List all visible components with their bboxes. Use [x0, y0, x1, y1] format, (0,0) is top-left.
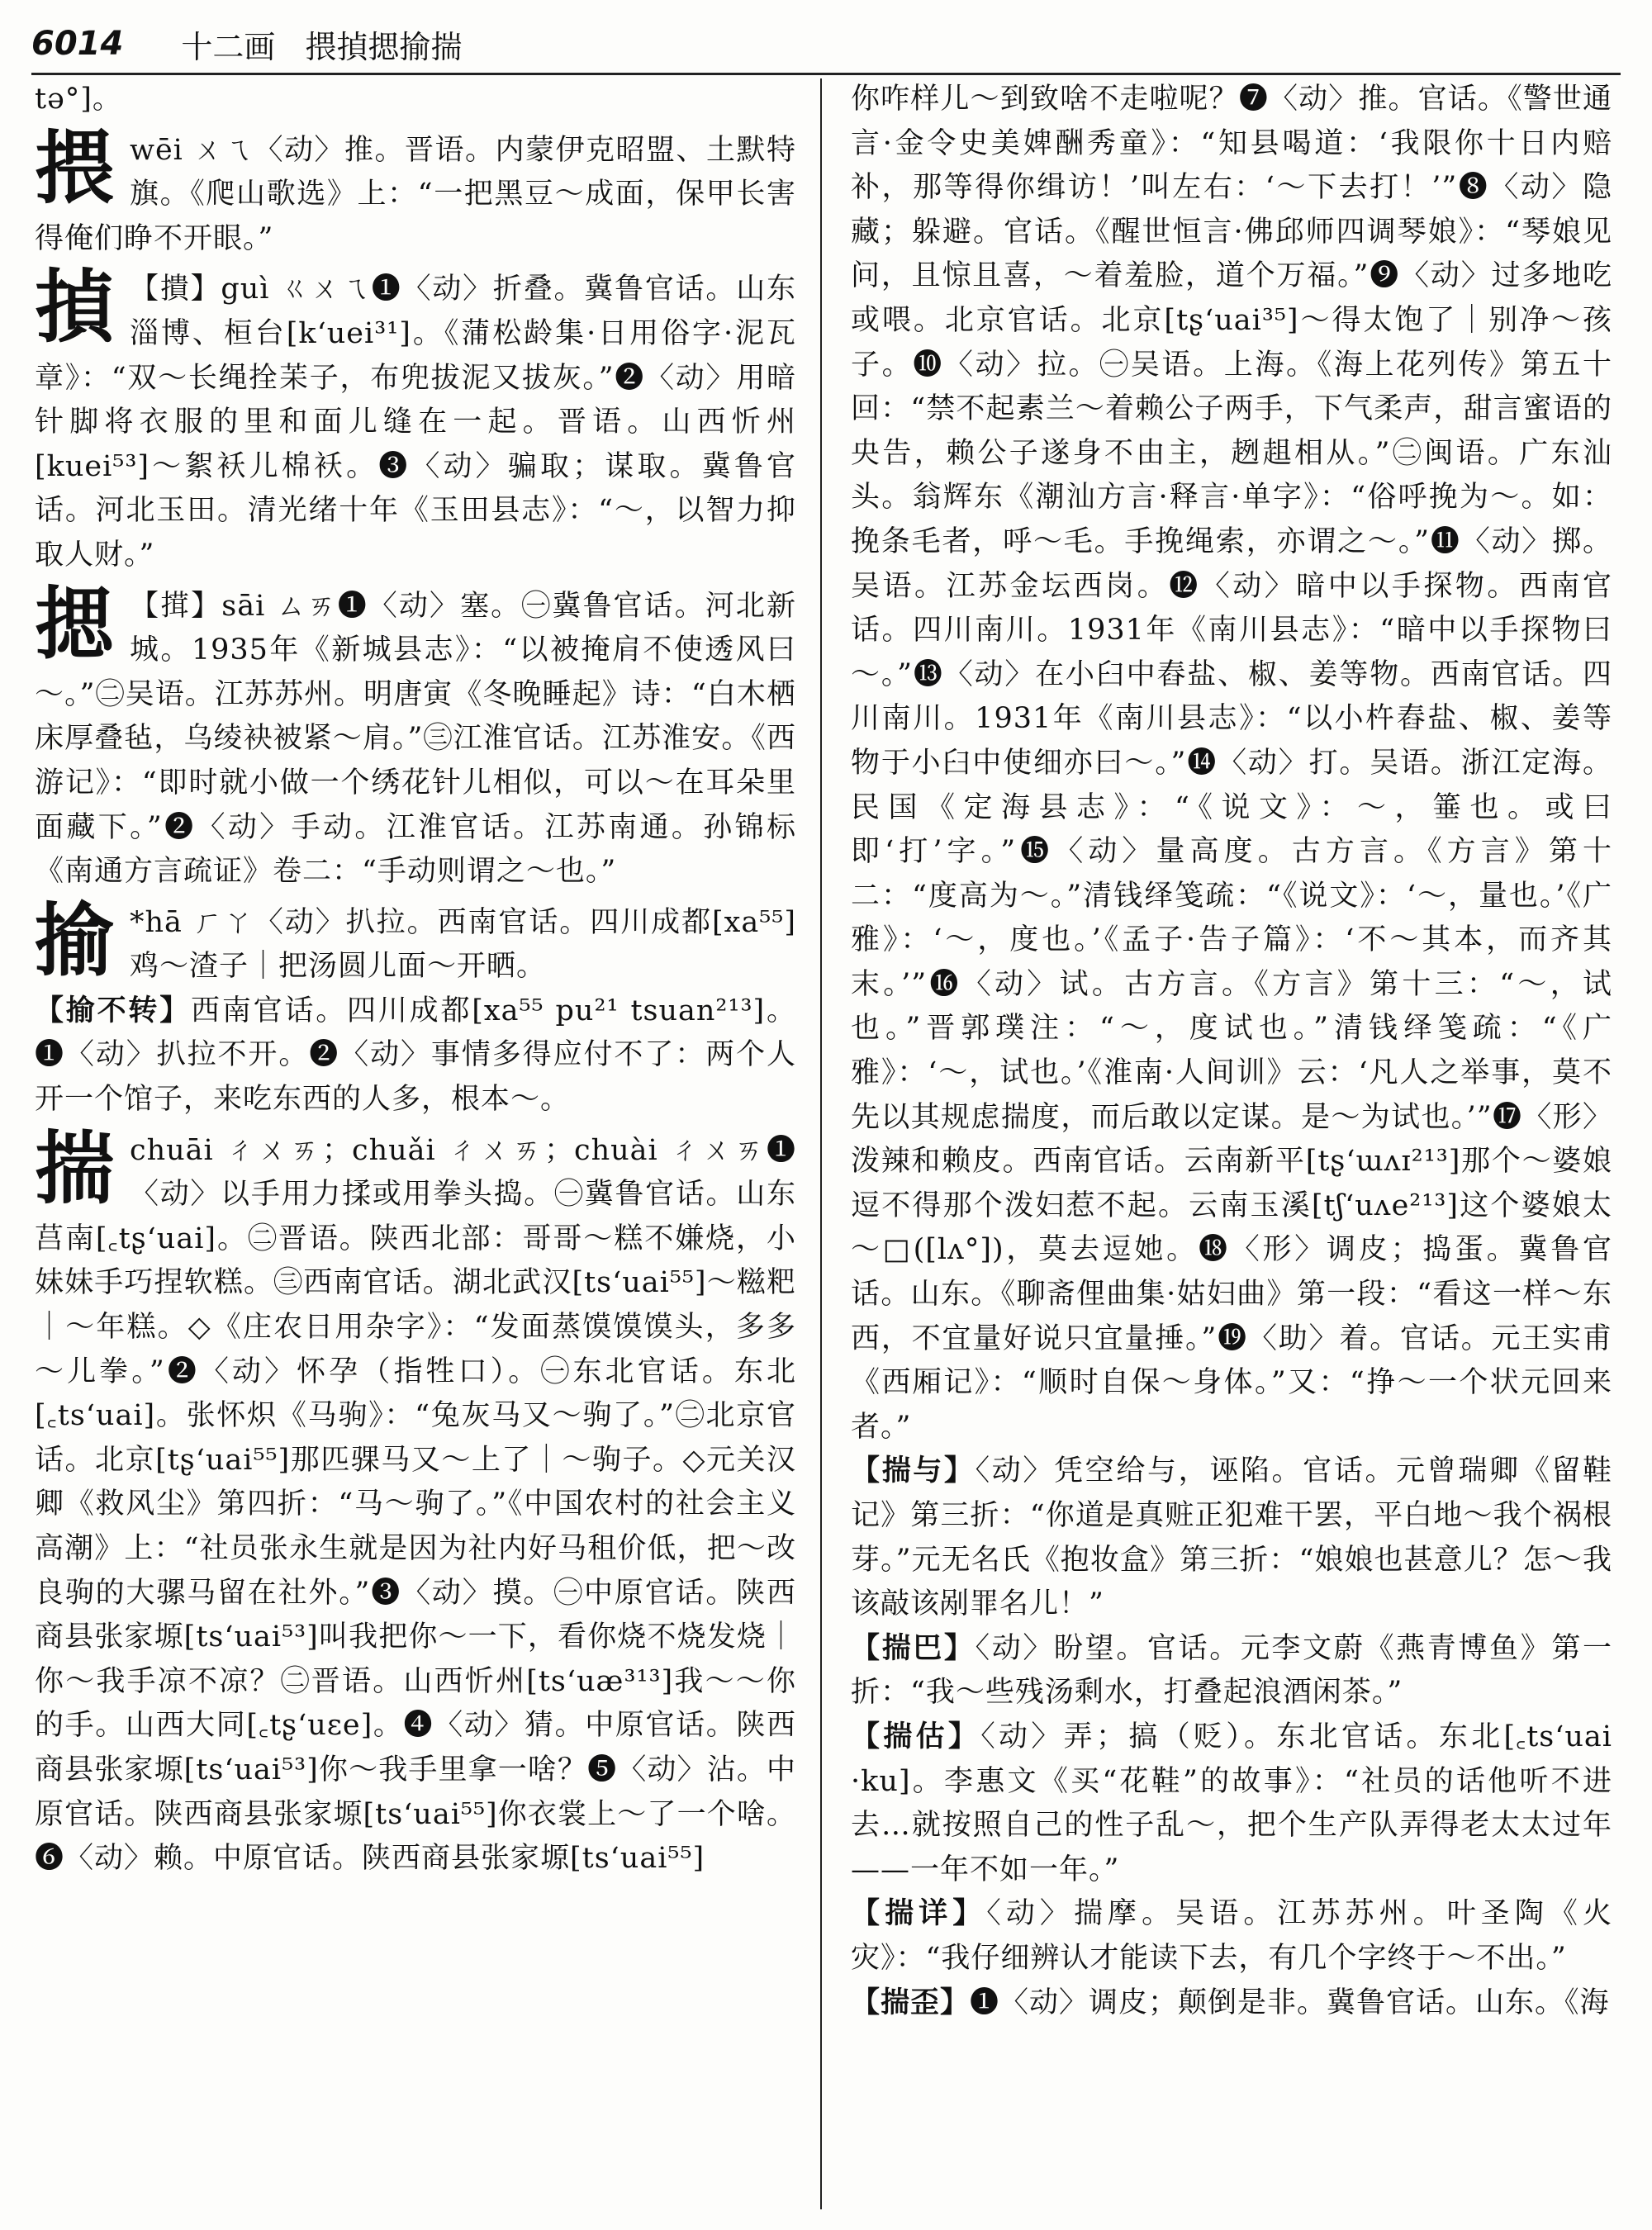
sub-entry: [851, 1892, 1612, 1981]
page-number: 6014: [31, 25, 124, 63]
carry-over-text: tə°]。: [35, 83, 122, 116]
sub-entry: [851, 1627, 1612, 1715]
dictionary-entry: [35, 1122, 796, 1881]
sub-entry: [35, 989, 796, 1122]
headword: 揌: [35, 577, 115, 671]
dictionary-entry: [35, 577, 796, 894]
left-column: [35, 78, 796, 1881]
dictionary-entry: [35, 261, 796, 577]
dictionary-entry: [35, 121, 796, 262]
sub-entry-head: 【揣与】: [851, 1454, 976, 1488]
page-header: [31, 15, 1617, 73]
right-column: [851, 78, 1612, 2025]
header-rule: [31, 73, 1621, 75]
sub-entry-head: 【揣巴】: [851, 1631, 976, 1665]
dictionary-entry: [35, 894, 796, 989]
column-divider: [820, 78, 822, 2209]
sub-entry: [851, 1715, 1612, 1892]
sub-entry-body: 〈动〉凭空给与，诬陷。官话。元曾瑞卿《留鞋记》第三折：“你道是真赃正犯难干罢，平白地～我个祸根芽。”元无名氏《抱妆盒》第三折：“娘娘也甚意儿？怎～我该敲该剐罪名儿！”: [851, 1454, 1612, 1621]
entry-body: chuāi ㄔㄨㄞ；chuǎi ㄔㄨㄞ；chuài ㄔㄨㄞ❶〈动〉以手用力揉或用拳头捣。㊀冀鲁官话。山东莒南[꜀tʂ‘uai]。㊁晋语。陕西北部：哥哥～糕不嫌烧，小妹妹手巧捏软糕。㊂西南官话。湖北武汉[ts‘uai⁵⁵]～糍粑｜～年糕。◇《庄农日用杂字》：“发面蒸馍馍馍头，多多～儿拳。”❷〈动〉怀孕（指牲口）。㊀东北官话。东北[꜀ts‘uai]。张怀炽《马驹》：“兔灰马又～驹了。”㊁北京官话。北京[tʂ‘uai⁵⁵]那匹骒马又～上了｜～驹子。◇元关汉卿《救风尘》第四折：“马～驹了。”《中国农村的社会主义高潮》上：“社员张永生就是因为社内好马租价低，把～改良驹的大骡马留在社外。”❸〈动〉摸。㊀中原官话。陕西商县张家塬[ts‘uai⁵³]叫我把你～一下，看你烧不烧发烧｜你～我手凉不凉？㊁晋语。山西忻州[ts‘uæ³¹³]我～～你的手。山西大同[꜀tʂ‘uεe]。❹〈动〉猜。中原官话。陕西商县张家塬[ts‘uai⁵³]你～我手里拿一啥？❺〈动〉沾。中原官话。陕西商县张家塬[ts‘uai⁵⁵]你衣裳上～了一个啥。❻〈动〉赖。中原官话。陕西商县张家塬[ts‘uai⁵⁵]: [35, 1133, 796, 1876]
sub-entry-body: 西南官话。四川成都[xa⁵⁵ pu²¹ tsuan²¹³]。❶〈动〉扒拉不开。❷〈动〉事情多得应付不了：两个人开一个馆子，来吃东西的人多，根本～。: [35, 994, 796, 1117]
sub-entry-head: 【揣详】: [851, 1897, 987, 1931]
sub-entry-body: 〈动〉揣摩。吴语。江苏苏州。叶圣陶《火灾》：“我仔细辨认才能读下去，有几个字终于～不出。”: [851, 1897, 1612, 1975]
sub-entry-head: 【揣歪】: [851, 1986, 971, 2019]
sub-entry: [851, 1450, 1612, 1626]
sub-entry-head: 【揄不转】: [35, 994, 192, 1027]
sub-entry-body: 〈动〉弄；搞（贬）。东北官话。东北[꜀ts‘uai ·ku]。李惠文《买“花鞋”的故事》：“社员的话他听不进去…就按照自己的性子乱～，把个生产队弄得老太太过年——一年不如一年。”: [851, 1720, 1612, 1886]
sub-entry-body: 〈动〉盼望。官话。元李文蔚《燕青博鱼》第一折：“我～些残汤剩水，打叠起浪酒闲茶。”: [851, 1631, 1612, 1710]
entry-body: 【撌】guì ㄍㄨㄟ❶〈动〉折叠。冀鲁官话。山东淄博、桓台[k‘uei³¹]。《蒲松龄集·日用俗字·泥瓦章》：“双～长绳拴苿子，布兜拔泥又拔灰。”❷〈动〉用暗针脚将衣服的里和面儿缝在一起。晋语。山西忻州[kuei⁵³]～絮袄儿棉袄。❸〈动〉骗取；谋取。冀鲁官话。河北玉田。清光绪十年《玉田县志》：“～，以智力抑取人财。”: [35, 273, 796, 572]
headword: 揄: [35, 894, 115, 987]
headword: 揁: [35, 261, 115, 354]
running-head-chars: 揋揁揌揄揣: [305, 28, 463, 65]
stroke-count-label: 十二画: [181, 28, 276, 65]
headword: 揋: [35, 121, 115, 215]
entry-continuation: 你咋样儿～到致啥不走啦呢？❼〈动〉推。官话。《警世通言·金令史美婢酬秀童》：“知县喝道：‘我限你十日内赔补，那等得你缉访！’叫左右：‘～下去打！’”❽〈动〉隐藏；躲避。官话。《醒世恒言·佛邱师四调琴娘》：“琴娘见问，且惊且喜，～着羞脸，道个万福。”❾〈动〉过多地吃或喂。北京官话。北京[tʂ‘uai³⁵]～得太饱了｜别净～孩子。❿〈动〉拉。㊀吴语。上海。《海上花列传》第五十回：“禁不起素兰～着赖公子两手，下气柔声，甜言蜜语的央告，赖公子遂身不由主，趔趄相从。”㊁闽语。广东汕头。翁辉东《潮汕方言·释言·单字》：“俗呼挽为～。如：挽条毛者，呼～毛。手挽绳索，亦谓之～。”⓫〈动〉掷。吴语。江苏金坛西岗。⓬〈动〉暗中以手探物。西南官话。四川南川。1931年《南川县志》：“暗中以手探物曰～。”⓭〈动〉在小臼中舂盐、椒、姜等物。西南官话。四川南川。1931年《南川县志》：“以小杵舂盐、椒、姜等物于小臼中使细亦曰～。”⓮〈动〉打。吴语。浙江定海。民国《定海县志》：“《说文》：～，箠也。或曰即‘打’字。”⓯〈动〉量高度。古方言。《方言》第十二：“度高为～。”清钱绎笺疏：“《说文》：‘～，量也。’《广雅》：‘～，度也。’《孟子·告子篇》：‘不～其本，而齐其末。’”⓰〈动〉试。古方言。《方言》第十三：“～，试也。”晋郭璞注：“～，度试也。”清钱绎笺疏：“《广雅》：‘～，试也。’《淮南·人间训》云：‘凡人之举事，莫不先以其规虑揣度，而后敢以定谋。是～为试也。’”⓱〈形〉泼辣和赖皮。西南官话。云南新平[tʂ‘ɯʌɪ²¹³]那个～婆娘逗不得那个泼妇惹不起。云南玉溪[tʃ‘uʌe²¹³]这个婆娘太～□([lʌ°])，莫去逗她。⓲〈形〉调皮；捣蛋。冀鲁官话。山东。《聊斋俚曲集·姑妇曲》第一段：“看这一样～东西，不宜量好说只宜量捶。”⓳〈助〉着。官话。元王实甫《西厢记》：“顺时自保～身体。”又：“挣～一个状元回来者。”: [851, 83, 1612, 1444]
sub-entry: [851, 1981, 1612, 2026]
sub-entry-body: ❶〈动〉调皮；颠倒是非。冀鲁官话。山东。《海: [970, 1986, 1610, 2019]
entry-body: wēi ㄨㄟ〈动〉推。晋语。内蒙伊克昭盟、土默特旗。《爬山歌选》上：“一把黑豆～成面，保甲长害得俺们睁不开眼。”: [35, 133, 796, 255]
entry-body: 【搑】sāi ㄙㄞ❶〈动〉塞。㊀冀鲁官话。河北新城。1935年《新城县志》：“以被掩肩不使透风曰～。”㊁吴语。江苏苏州。明唐寅《冬晚睡起》诗：“白木栖床厚叠毡，乌绫袂被紧～肩。”㊂江淮官话。江苏淮安。《西游记》：“即时就小做一个绣花针儿相似，可以～在耳朵里面藏下。”❷〈动〉手动。江淮官话。江苏南通。孙锦标《南通方言疏证》卷二：“手动则谓之～也。”: [35, 589, 796, 889]
headword: 揣: [35, 1122, 115, 1215]
sub-entry-head: 【揣估】: [851, 1720, 981, 1753]
entry-body: *hā ㄏㄚ〈动〉扒拉。西南官话。四川成都[xa⁵⁵]鸡～渣子｜把汤圆儿面～开晒。: [130, 905, 796, 984]
